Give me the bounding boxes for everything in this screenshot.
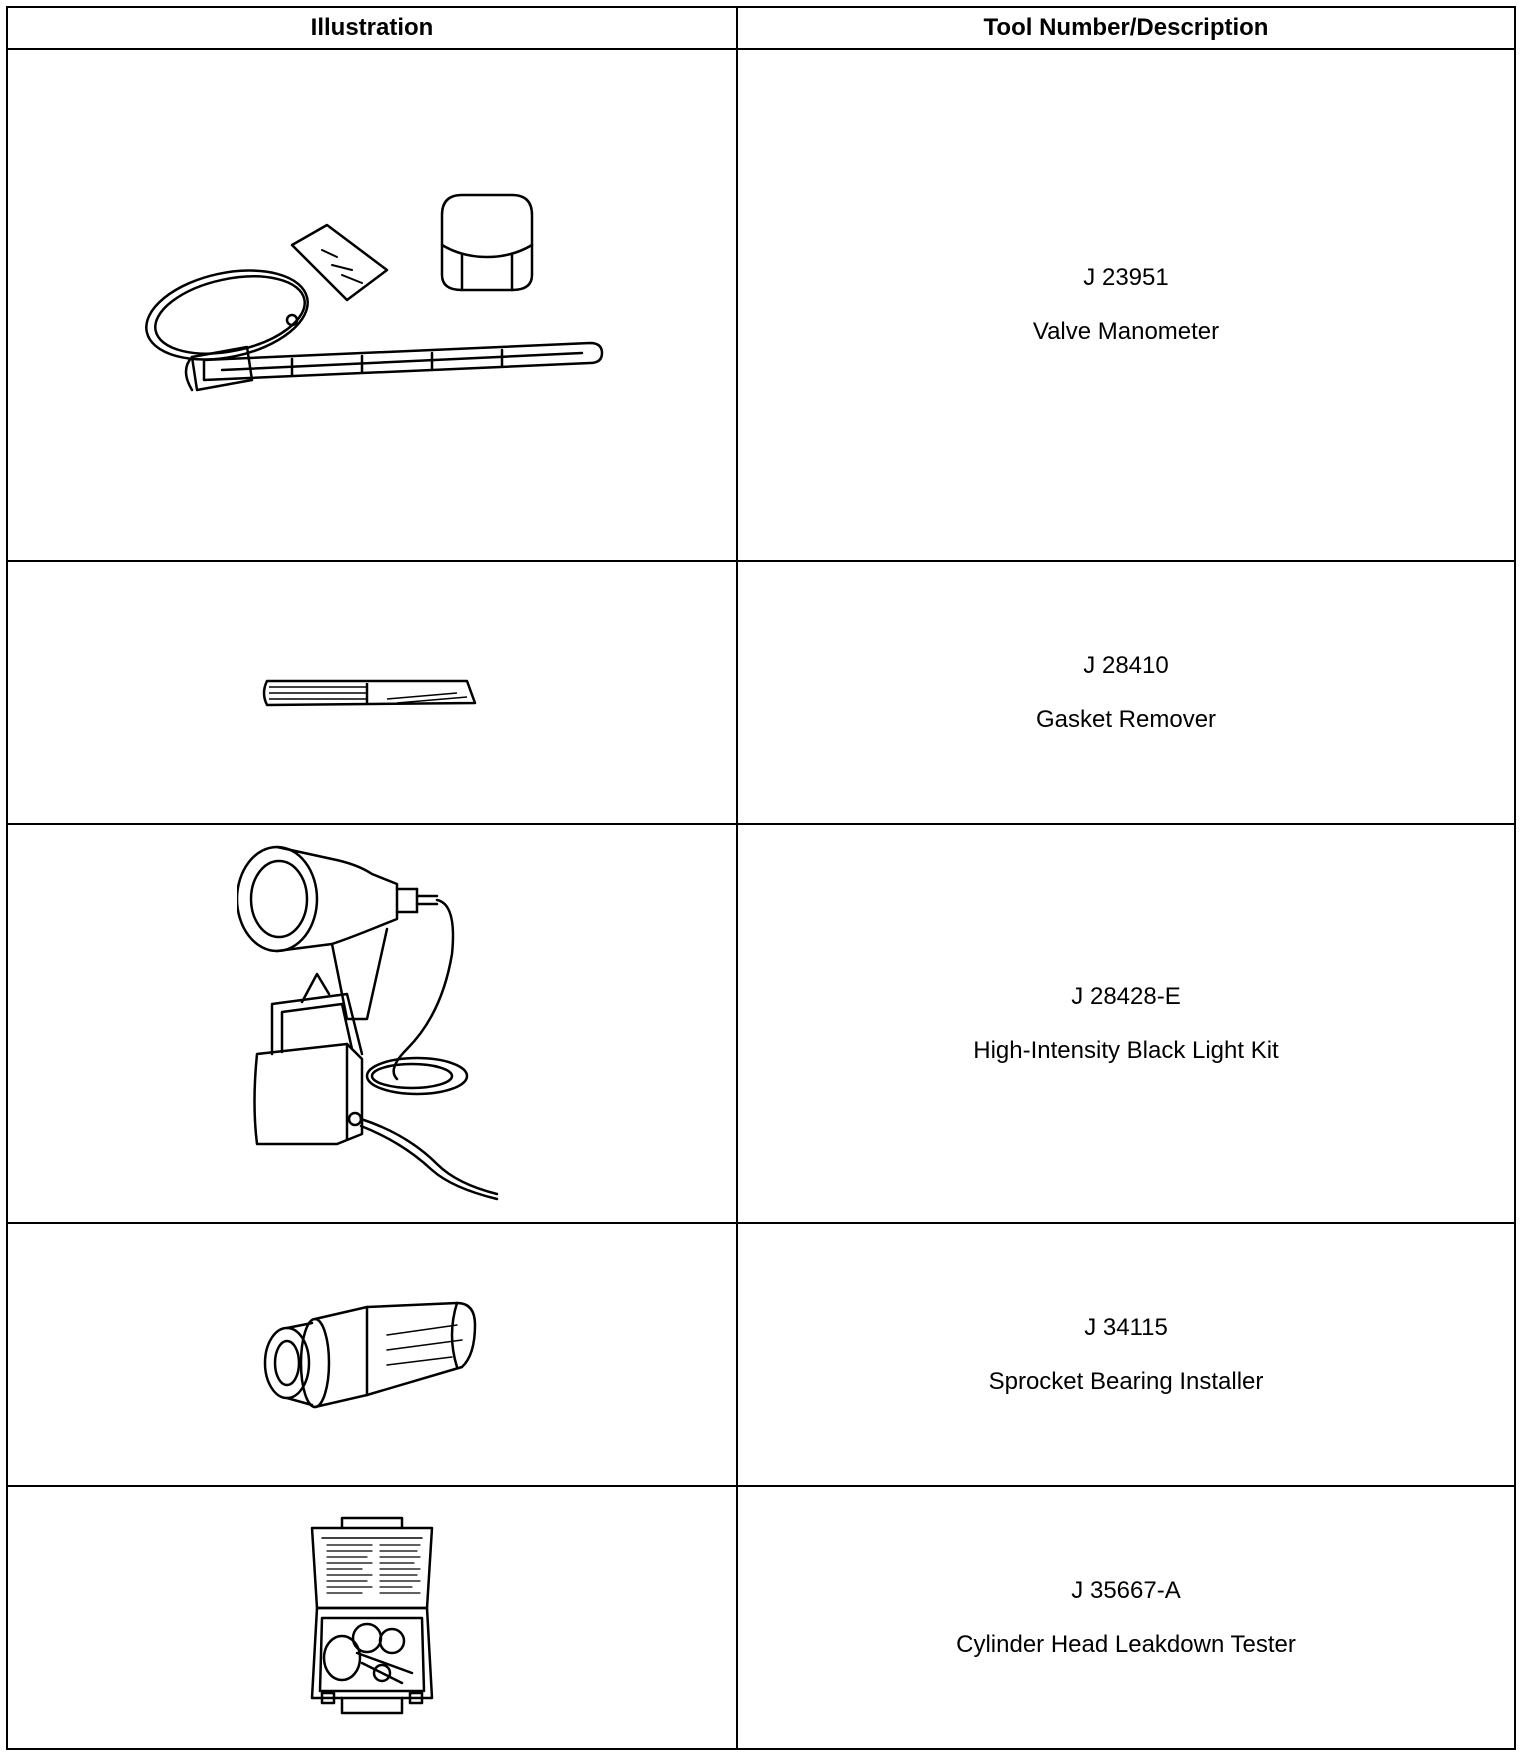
tool-number: J 28410: [1083, 651, 1169, 679]
valve-manometer-icon: [132, 175, 612, 435]
tool-cell: [737, 824, 1515, 1223]
illustration-cell: [7, 1223, 737, 1486]
tool-description: High-Intensity Black Light Kit: [973, 1036, 1279, 1064]
black-light-kit-icon: [237, 844, 507, 1204]
illustration-cell: [7, 824, 737, 1223]
tool-number: J 34115: [1084, 1313, 1168, 1341]
tool-cell: [737, 1223, 1515, 1486]
table-row: [7, 561, 1515, 824]
tool-number: J 28428-E: [1071, 982, 1181, 1010]
table-row: [7, 1486, 1515, 1749]
bearing-installer-icon: [257, 1295, 487, 1415]
leakdown-tester-icon: [302, 1513, 442, 1723]
tool-cell: [737, 1486, 1515, 1749]
tool-cell: [737, 49, 1515, 561]
header-tool-number-description: Tool Number/Description: [737, 7, 1515, 49]
tool-description: Valve Manometer: [1032, 318, 1220, 345]
special-tools-table: [6, 6, 1516, 1750]
tool-number: J 35667-A: [1071, 1576, 1181, 1604]
table-row: [7, 1223, 1515, 1486]
table-row: [7, 49, 1515, 561]
tool-description: Gasket Remover: [1035, 705, 1217, 733]
gasket-remover-icon: [257, 673, 487, 713]
illustration-cell: [7, 561, 737, 824]
illustration-cell: [7, 49, 737, 561]
tool-number: J 23951: [1083, 264, 1169, 291]
table-header-row: [7, 7, 1515, 49]
tool-description: Sprocket Bearing Installer: [988, 1367, 1264, 1395]
table-row: [7, 824, 1515, 1223]
illustration-cell: [7, 1486, 737, 1749]
tool-description: Cylinder Head Leakdown Tester: [956, 1630, 1296, 1658]
tool-cell: [737, 561, 1515, 824]
header-illustration: Illustration: [7, 7, 737, 49]
